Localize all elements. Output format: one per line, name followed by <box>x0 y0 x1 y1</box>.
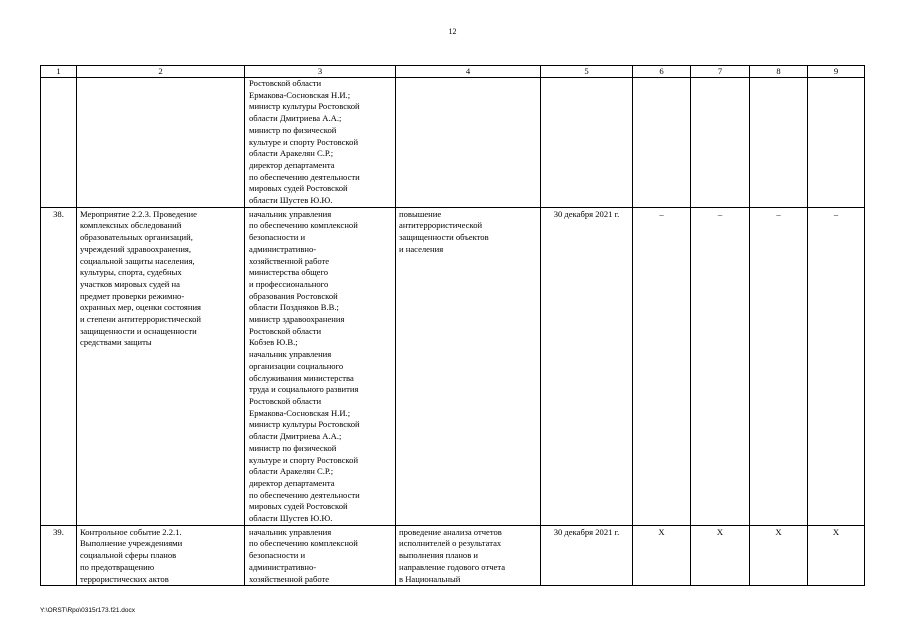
cell-text: культуре и спорту Ростовской <box>249 454 359 465</box>
mark-cell <box>633 207 691 525</box>
cell-text: мировых судей Ростовской <box>249 501 348 512</box>
responsible-cell <box>245 207 396 525</box>
cell-text: комплексных обследований <box>80 220 182 231</box>
cell-text: средствами защиты <box>80 337 152 348</box>
cell-text: организации социального <box>249 360 344 371</box>
cell-text: безопасности и <box>249 232 306 243</box>
column-number-header-row <box>41 66 865 78</box>
cell-text: обслуживания министерства <box>249 372 354 383</box>
cell-text: X <box>832 526 840 537</box>
cell-text: предмет проверки режимно- <box>80 290 185 301</box>
file-path-footer: Y:\ORST\Rpo\0315r173.f21.docx <box>40 607 136 614</box>
cell-text: X <box>775 526 782 537</box>
cell-text: проведение анализа отчетов <box>399 526 502 537</box>
cell-text: 30 декабря 2021 г. <box>553 526 620 537</box>
cell-text: – <box>659 208 664 219</box>
cell-text: культуре и спорту Ростовской <box>249 136 359 147</box>
cell-text: Ростовской области <box>249 325 322 336</box>
cell-text: Ростовской области <box>249 395 322 406</box>
cell-text: Мероприятие 2.2.3. Проведение <box>80 208 197 219</box>
cell-text: – <box>776 208 781 219</box>
cell-text: административно- <box>249 243 317 254</box>
cell-text: министр по физической <box>249 442 337 453</box>
cell-text: области Дмитриева А.А.; <box>249 113 342 124</box>
cell-text: административно- <box>249 561 317 572</box>
cell-text: – <box>717 208 723 219</box>
cell-text: начальник управления <box>249 349 332 360</box>
mark-cell <box>750 525 808 586</box>
cell-text: антитеррористической <box>399 220 483 231</box>
cell-text: труда и социального развития <box>249 384 359 395</box>
cell-text: министр культуры Ростовской <box>249 419 360 430</box>
cell-text: Выполнение учреждениями <box>80 538 183 549</box>
cell-text: директор департамента <box>249 477 335 488</box>
mark-cell <box>750 78 808 208</box>
cell-text: образования Ростовской <box>249 290 338 301</box>
mark-cell <box>633 525 691 586</box>
column-header: 3 <box>245 66 396 78</box>
cell-text: культуры, спорта, судебных <box>80 267 182 278</box>
result-cell <box>396 525 541 586</box>
row-number-cell <box>41 525 77 586</box>
cell-text: области Поздняков В.В.; <box>249 302 339 313</box>
deadline-cell <box>541 78 633 208</box>
cell-text: образовательных организаций, <box>80 232 193 243</box>
cell-text: направление годового отчета <box>399 561 506 572</box>
cell-text: участков мировых судей на <box>80 278 180 289</box>
mark-cell <box>750 207 808 525</box>
column-header: 1 <box>41 66 77 78</box>
cell-text: и профессионального <box>249 278 329 289</box>
cell-text: начальник управления <box>249 526 332 537</box>
cell-text: X <box>658 526 665 537</box>
mark-cell <box>633 78 691 208</box>
result-cell <box>396 207 541 525</box>
cell-text: по обеспечению комплексной <box>249 220 358 231</box>
mark-cell <box>691 207 750 525</box>
cell-text: 38. <box>53 208 64 219</box>
cell-text: по обеспечению деятельности <box>249 171 360 182</box>
row-number-cell <box>41 78 77 208</box>
cell-text: министерства общего <box>249 267 329 278</box>
responsible-cell <box>245 78 396 208</box>
page-number: 12 <box>448 27 457 36</box>
cell-text: области Аракелян С.Р.; <box>249 148 334 159</box>
cell-text: 30 декабря 2021 г. <box>553 208 620 219</box>
cell-text: социальной защиты населения, <box>80 255 195 266</box>
mark-cell <box>808 525 865 586</box>
cell-text: террористических актов <box>80 573 169 584</box>
activity-cell <box>77 78 245 208</box>
table-row <box>41 525 865 586</box>
table-container <box>40 65 866 605</box>
cell-text: хозяйственной работе <box>249 573 330 584</box>
cell-text: 39. <box>53 526 64 537</box>
column-header: 9 <box>808 66 865 78</box>
row-number-cell <box>41 207 77 525</box>
cell-text: Ростовской области <box>249 78 322 88</box>
cell-text: мировых судей Ростовской <box>249 183 348 194</box>
column-header: 5 <box>541 66 633 78</box>
cell-text: и населения <box>399 243 444 254</box>
table-row <box>41 207 865 525</box>
cell-text: хозяйственной работе <box>249 255 330 266</box>
cell-text: социальной сферы планов <box>80 550 177 561</box>
cell-text: по обеспечению деятельности <box>249 489 360 500</box>
deadline-cell <box>541 207 633 525</box>
activity-cell <box>77 525 245 586</box>
column-header: 4 <box>396 66 541 78</box>
cell-text: Ермакова-Сосновская Н.И.; <box>249 89 351 100</box>
cell-text: начальник управления <box>249 208 332 219</box>
cell-text: Кобзев Ю.В.; <box>249 337 298 348</box>
cell-text: области Шустев Ю.Ю. <box>249 195 333 206</box>
mark-cell <box>808 78 865 208</box>
cell-text: министр здравоохранения <box>249 314 345 325</box>
mark-cell <box>691 78 750 208</box>
cell-text: X <box>716 526 724 537</box>
cell-text: по предотвращению <box>80 561 155 572</box>
cell-text: безопасности и <box>249 550 306 561</box>
result-cell <box>396 78 541 208</box>
cell-text: и степени антитеррористической <box>80 314 201 325</box>
cell-text: исполнителей о результатах <box>399 538 502 549</box>
cell-text: – <box>833 208 839 219</box>
cell-text: Контрольное событие 2.2.1. <box>80 526 182 537</box>
cell-text: учреждений здравоохранения, <box>80 243 192 254</box>
cell-text: министр культуры Ростовской <box>249 101 360 112</box>
mark-cell <box>808 207 865 525</box>
cell-text: выполнения планов и <box>399 550 479 561</box>
mark-cell <box>691 525 750 586</box>
activity-cell <box>77 207 245 525</box>
responsible-cell <box>245 525 396 586</box>
cell-text: по обеспечению комплексной <box>249 538 358 549</box>
deadline-cell <box>541 525 633 586</box>
cell-text: области Дмитриева А.А.; <box>249 431 342 442</box>
cell-text: охранных мер, оценки состояния <box>80 302 202 313</box>
cell-text: области Шустев Ю.Ю. <box>249 513 333 524</box>
cell-text: Ермакова-Сосновская Н.И.; <box>249 407 351 418</box>
cell-text: министр по физической <box>249 124 337 135</box>
column-header: 7 <box>691 66 750 78</box>
column-header: 8 <box>750 66 808 78</box>
cell-text: области Аракелян С.Р.; <box>249 466 334 477</box>
column-header: 2 <box>77 66 245 78</box>
cell-text: защищенности и оснащенности <box>80 325 197 336</box>
cell-text: в Национальный <box>399 573 461 584</box>
cell-text: директор департамента <box>249 159 335 170</box>
table-row <box>41 78 865 208</box>
cell-text: защищенности объектов <box>399 232 489 243</box>
cell-text: повышение <box>399 208 442 219</box>
column-header: 6 <box>633 66 691 78</box>
activities-table <box>40 65 865 586</box>
